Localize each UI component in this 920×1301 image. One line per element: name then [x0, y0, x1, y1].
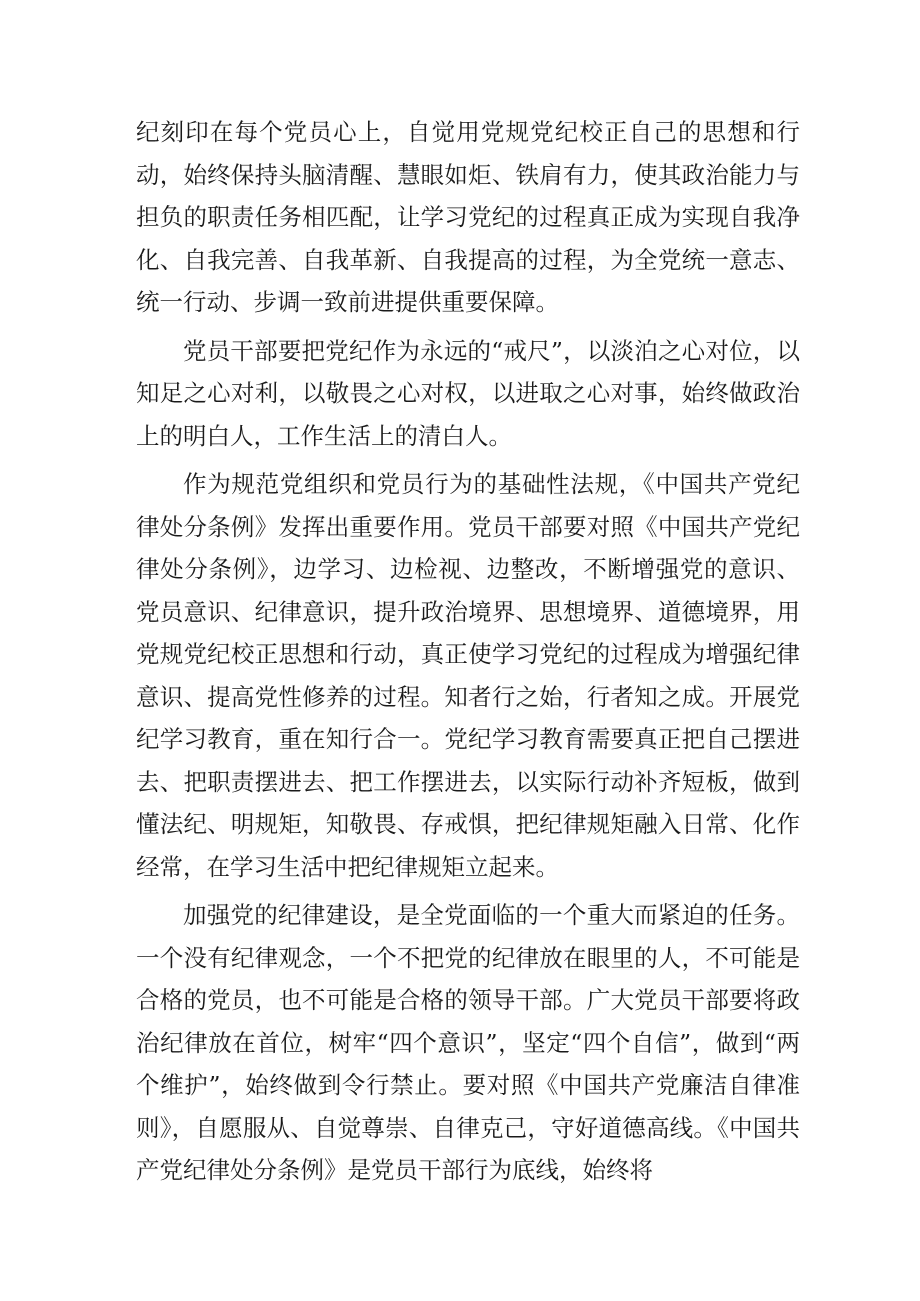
paragraph-discipline-ruler: 党员干部要把党纪作为永远的“戒尺”，以淡泊之心对位，以知足之心对利，以敬畏之心对权，以进取之心对事，始终做政治上的明白人，工作生活上的清白人。: [136, 336, 800, 450]
paragraph-regulations: 作为规范党组织和党员行为的基础性法规，《中国共产党纪律处分条例》发挥出重要作用。党员干部要对照《中国共产党纪律处分条例》，边学习、边检视、边整改，不断增强党的意识、党员意识、纪律意识，提升政治境界、思想境界、道德境界，用党规党纪校正思想和行动，真正使学习党纪的过程成为增强纪律意识、提高党性修养的过程。知者行之始，行者知之成。开展党纪学习教育，重在知行合一。党纪学习教育需要真正把自己摆进去、把职责摆进去、把工作摆进去，以实际行动补齐短板，做到懂法纪、明规矩，知敬畏、存戒惧，把纪律规矩融入日常、化作经常，在学习生活中把纪律规矩立起来。: [136, 470, 800, 881]
paragraph-discipline-building: 加强党的纪律建设，是全党面临的一个重大而紧迫的任务。一个没有纪律观念，一个不把党的纪律放在眼里的人，不可能是合格的党员，也不可能是合格的领导干部。广大党员干部要将政治纪律放在首位，树牢“四个意识”，坚定“四个自信”，做到“两个维护”，始终做到令行禁止。要对照《中国共产党廉洁自律准则》，自愿服从、自觉尊崇、自律克己，守好道德高线。《中国共产党纪律处分条例》是党员干部行为底线，始终将: [136, 901, 800, 1184]
body-text: [136, 111, 800, 1198]
paragraph-continuation: 纪刻印在每个党员心上，自觉用党规党纪校正自己的思想和行动，始终保持头脑清醒、慧眼如炬、铁肩有力，使其政治能力与担负的职责任务相匹配，让学习党纪的过程真正成为实现自我净化、自我完善、自我革新、自我提高的过程，为全党统一意志、统一行动、步调一致前进提供重要保障。: [136, 118, 800, 316]
